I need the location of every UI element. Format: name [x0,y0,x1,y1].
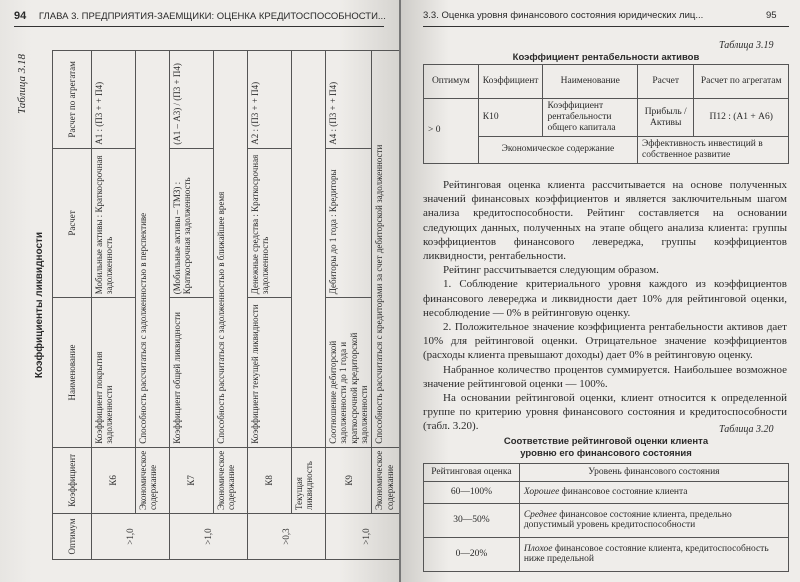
body-text [423,178,787,434]
t18-coef: К8 [248,447,292,513]
t20-level [519,503,788,537]
t19-eco-row [424,137,789,164]
right-head-text: 3.3. Оценка уровня финансового состояния юридических лиц... [423,10,704,21]
t19-eco-text: Эффективность инвестиций в собственное развитие [638,137,789,164]
t19-h-agg: Расчет по агрегатам [694,65,789,99]
t18-eco-row [372,51,399,560]
t18-name: Соотношение дебиторской задолженности до 1 года и краткосрочной кредиторской задолженности [326,298,372,448]
left-head-text: ГЛАВА 3. ПРЕДПРИЯТИЯ-ЗАЕМЩИКИ: ОЦЕНКА КРЕДИТОСПОСОБНОСТИ... [38,11,386,22]
t20-range: 30—50% [424,503,520,537]
t19-agg: П12 : (А1 + А6) [694,99,789,137]
t18-eco-label: Экономическое содержание [372,447,399,513]
left-running-head [14,10,386,22]
t18-row-k7 [170,51,214,560]
t18-eco-label: Текущая ликвидность [292,447,326,513]
t18-optimum: >0,3 [248,514,326,560]
right-page-number: 95 [766,10,777,21]
body-paragraph: На основании рейтинговой оценки, клиент относится к определенной группе по критерию уровня финансового состояния и кредитоспособности (табл. 3.20). [423,392,787,433]
t18-eco-text [292,51,326,448]
left-page [0,0,399,582]
t19-eco-label: Экономическое содержание [478,137,637,164]
t20-level-em: Среднее [523,509,557,520]
t18-coef: К7 [170,447,214,513]
t18-eco-row [292,51,326,560]
t18-coef: К9 [326,447,372,513]
t18-h-coef: Коэффициент [53,447,92,513]
t18-calc: Денежные средства : Краткосрочная задолженность [248,148,292,298]
rotated-table-block [16,50,395,560]
t19-table [423,64,789,164]
t18-optimum: >1,0 [170,514,248,560]
t18-name: Коэффициент общей ликвидности [170,298,214,448]
t18-agg: А1 : (П3 + + П4) [92,51,136,149]
t20-level [519,537,788,571]
t18-calc: Дебиторы до 1 года : Кредиторы [326,148,372,298]
t20-row [424,537,789,571]
t18-eco-text: Способность рассчитаться с задолженностью в перспективе [136,51,170,448]
t20-row [424,481,789,503]
right-head-rule [423,26,789,27]
t18-agg: А4 : (П3 + + П4) [326,51,372,149]
body-paragraph: 2. Положительное значение коэффициента рентабельности активов дает 10% для рейтинговой оценки. Отрицательное значение коэффициентов (расходы клиента превышают доходы) дает 0% в рейтинговую оценку. [423,321,787,362]
t19-h-optimum: Оптимум [424,65,479,99]
t19-coef: К10 [478,99,543,137]
t18-row-k6 [92,51,136,560]
t20-level-em: Плохое [523,543,553,554]
body-paragraph: Рейтинг рассчитывается следующим образом. [443,264,659,277]
t18-name: Коэффициент текущей ликвидности [248,298,292,448]
t18-optimum: >1,0 [92,514,170,560]
t20-level-rest: финансовое состояние клиента, предельно допустимый уровень кредитоспособности [523,509,732,531]
t18-h-optimum: Оптимум [53,514,92,560]
right-page [401,0,800,582]
t18-label: Таблица 3.18 [16,54,28,114]
t19-h-name: Наименование [543,65,638,99]
t18-agg: (А1 – А3) / (П3 + П4) [170,51,214,149]
t18-header-row [53,51,92,560]
t18-calc: Мобильные активы : Краткосрочная задолженность [92,148,136,298]
t20-level [519,481,788,503]
left-head-rule [14,26,384,27]
t18-eco-text: Способность рассчитаться с кредиторами за счет дебиторской задолженности [372,51,399,448]
t19-header-row [424,65,789,99]
t18-title: Коэффициенты ликвидности [34,231,45,379]
t18-h-agg: Расчет по агрегатам [53,51,92,149]
t18-name: Коэффициент покрытия задолженности [92,298,136,448]
t19-row-k10 [424,99,789,137]
t20-label: Таблица 3.20 [719,424,774,435]
t20-title-line2: уровню его финансового состояния [520,448,692,459]
t18-eco-text: Способность рассчитаться с задолженностью в ближайшее время [214,51,248,448]
body-paragraph: Рейтинговая оценка клиента рассчитывается на основе полученных значений финансовых коэффициентов и является заключительным шагом анализа кредитоспособности. Рейтинг составляется на основании следующих данных, полученных на этапе общего анализа клиента: группы коэффициентов финансового левереджа, группы коэффициентов ликвидности, рентабельности. [423,179,787,263]
t18-eco-row [214,51,248,560]
t19-optimum: > 0 [424,99,479,164]
t19-title: Коэффициент рентабельности активов [512,52,700,63]
body-paragraph: Набранное количество процентов суммируется. Наибольшее возможное значение рейтинговой оценки — 100%. [423,363,787,390]
t18-eco-label: Экономическое содержание [136,447,170,513]
t18-coef: К6 [92,447,136,513]
t20-range: 0—20% [424,537,520,571]
t18-row-k8 [248,51,292,560]
t20-level-em: Хорошее [523,486,560,497]
body-paragraph: 1. Соблюдение критериального уровня каждого из коэффициентов финансового левереджа и ликвидности дает 10% для рейтинговой оценки, несоблюдение — 0% в рейтинговую оценку. [423,278,787,319]
t18-h-name: Наименование [53,298,92,448]
t20-title-line1: Соответствие рейтинговой оценки клиента [503,436,709,447]
t20-range: 60—100% [424,481,520,503]
t18-row-k9 [326,51,372,560]
left-page-number: 94 [14,10,27,22]
t19-label: Таблица 3.19 [719,40,774,51]
t18-calc: (Мобильные активы – ТМЗ) : Краткосрочная задолженность [170,148,214,298]
t20-level-rest: финансовое состояние клиента [559,486,688,497]
t20-row [424,503,789,537]
t19-name: Коэффициент рентабельности общего капитала [543,99,638,137]
t20-h-rating: Рейтинговая оценка [424,464,520,482]
t20-header-row [424,464,789,482]
t20-table [423,463,789,572]
t19-h-calc: Расчет [638,65,694,99]
t18-h-calc: Расчет [53,148,92,298]
t19-calc: Прибыль / Активы [638,99,694,137]
t18-table [52,50,399,560]
t20-h-level: Уровень финансового состояния [519,464,788,482]
t18-eco-label: Экономическое содержание [214,447,248,513]
t18-agg: А2 : (П3 + + П4) [248,51,292,149]
t19-h-coef: Коэффициент [478,65,543,99]
t18-optimum: >1,0 [326,514,400,560]
t18-eco-row [136,51,170,560]
t20-level-rest: финансовое состояние клиента, кредитоспособность ниже предельной [523,543,769,565]
